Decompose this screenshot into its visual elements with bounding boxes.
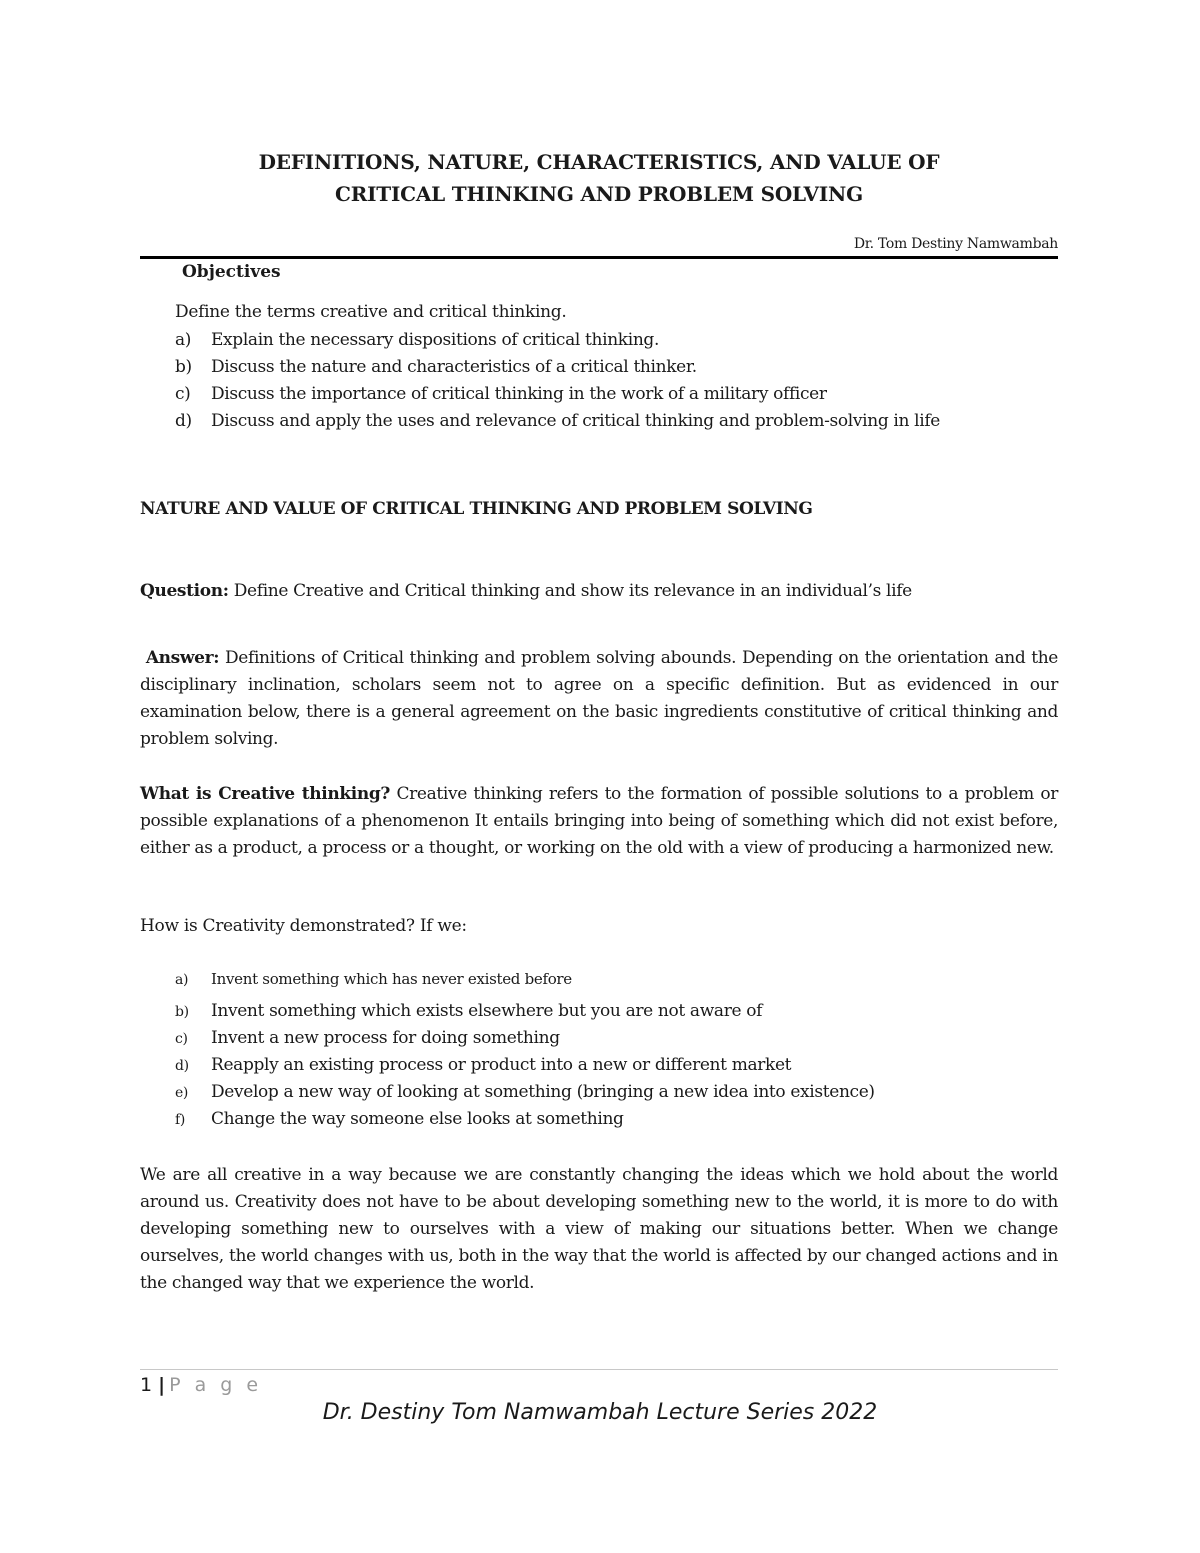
list-item-text: Explain the necessary dispositions of critical thinking. — [211, 330, 660, 350]
question-label: Question: — [140, 581, 229, 601]
list-item — [175, 1106, 875, 1133]
page-label: P a g e — [169, 1374, 263, 1396]
objectives-heading: Objectives — [182, 262, 281, 282]
list-item-text: Reapply an existing process or product into a new or different market — [211, 1055, 792, 1075]
list-item-text: Invent something which has never existed before — [211, 970, 572, 988]
list-item-text: Invent a new process for doing something — [211, 1028, 560, 1048]
footer-series-title: Dr. Destiny Tom Namwambah Lecture Series 2022 — [322, 1400, 878, 1425]
answer-text: Definitions of Critical thinking and problem solving abounds. Depending on the orientation and the disciplinary inclination, scholars seem not to agree on a specific definition. But as evidenced in our examination below, there is a general agreement on the basic ingredients constitutive of critical thinking and problem solving. — [140, 648, 1059, 749]
list-item — [175, 408, 940, 435]
list-item — [175, 998, 875, 1025]
section-heading: NATURE AND VALUE OF CRITICAL THINKING AND PROBLEM SOLVING — [140, 499, 813, 519]
author-name: Dr. Tom Destiny Namwambah — [853, 236, 1058, 252]
creative-thinking-paragraph — [140, 781, 1058, 862]
page-number-separator: | — [158, 1374, 166, 1396]
list-item — [175, 1079, 875, 1106]
list-item-text: Develop a new way of looking at something (bringing a new idea into existence) — [211, 1082, 875, 1102]
list-marker: b) — [175, 357, 192, 377]
closing-paragraph: We are all creative in a way because we are constantly changing the ideas which we hold about the world around us. Creativity does not have to be about developing something new to the world, it is more to do with developing something new to ourselves with a view of making our situations better. When we change ourselves, the world changes with us, both in the way that the world is affected by our changed actions and in the changed way that we experience the world. — [140, 1165, 1058, 1293]
header-divider — [140, 256, 1058, 259]
list-item-text: Discuss and apply the uses and relevance of critical thinking and problem-solving in life — [211, 411, 940, 431]
list-item-text: Change the way someone else looks at something — [211, 1109, 624, 1129]
page-number — [140, 1374, 262, 1396]
question-paragraph — [140, 578, 1058, 605]
title-line-2: CRITICAL THINKING AND PROBLEM SOLVING — [335, 182, 863, 206]
list-marker: e) — [175, 1085, 189, 1101]
list-item-text: Discuss the importance of critical thinking in the work of a military officer — [211, 384, 827, 404]
list-marker: d) — [175, 1058, 189, 1074]
footer-divider — [140, 1369, 1058, 1370]
list-item — [175, 354, 940, 381]
list-item-text: Discuss the nature and characteristics of a critical thinker. — [211, 357, 697, 377]
question-text: Define Creative and Critical thinking and show its relevance in an individual’s life — [228, 581, 912, 601]
creativity-list — [175, 998, 875, 1133]
list-marker: f) — [175, 1112, 185, 1128]
list-marker: a) — [175, 330, 192, 350]
list-item — [175, 327, 940, 354]
list-marker: c) — [175, 1031, 188, 1047]
list-marker: a) — [175, 972, 189, 988]
list-marker: c) — [175, 384, 191, 404]
creativity-question: How is Creativity demonstrated? If we: — [140, 916, 467, 936]
list-item-text: Invent something which exists elsewhere but you are not aware of — [211, 1001, 763, 1021]
objectives-intro: Define the terms creative and critical thinking. — [175, 302, 567, 322]
page-number-value: 1 — [140, 1374, 153, 1396]
list-item — [175, 970, 572, 988]
creative-thinking-label: What is Creative thinking? — [140, 784, 391, 804]
list-item — [175, 1052, 875, 1079]
objectives-list — [175, 327, 940, 435]
list-marker: d) — [175, 411, 192, 431]
list-item — [175, 1025, 875, 1052]
answer-label: Answer: — [145, 648, 220, 668]
document-title — [140, 146, 1058, 210]
title-line-1: DEFINITIONS, NATURE, CHARACTERISTICS, AND VALUE OF — [258, 150, 940, 174]
list-marker: b) — [175, 1004, 189, 1020]
list-item — [175, 381, 940, 408]
answer-paragraph — [140, 645, 1058, 753]
creative-thinking-text: Creative thinking refers to the formation of possible solutions to a problem or possible explanations of a phenomenon It entails bringing into being of something which did not exist before, either as a product, a process or a thought, or working on the old with a view of producing a harmonized new. — [140, 784, 1058, 858]
